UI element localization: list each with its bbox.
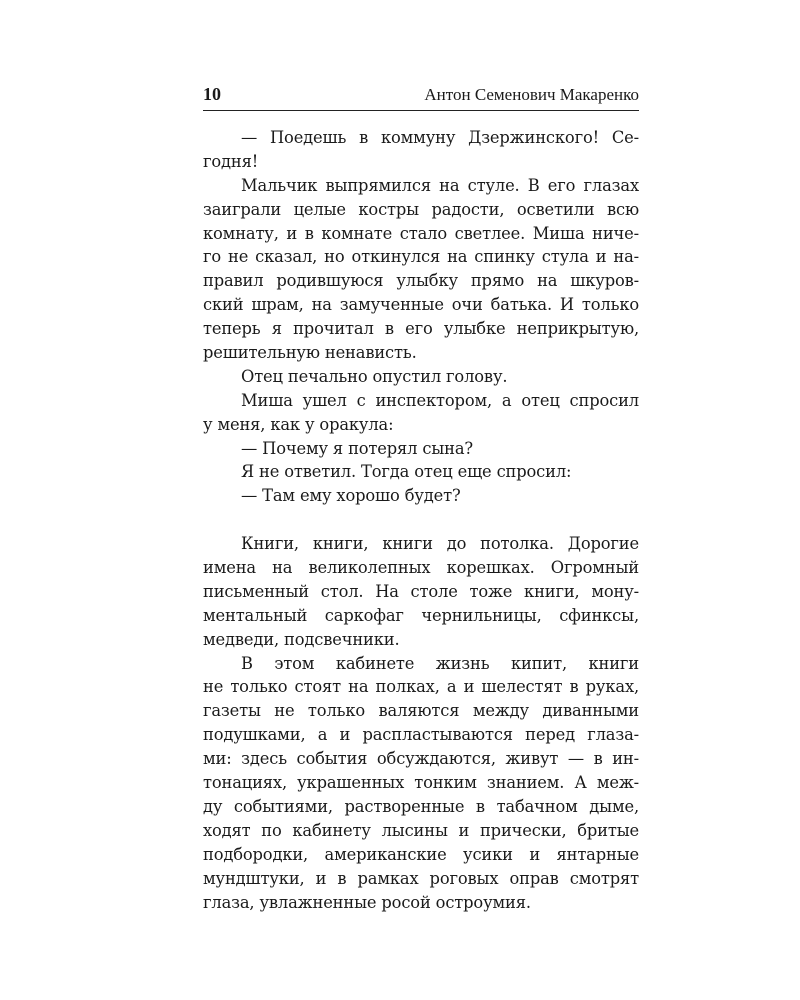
book-author: Антон Семенович Макаренко (424, 85, 639, 104)
text-line: комнату, и в комнате стало светлее. Миша ниче- (203, 223, 639, 243)
header-rule (203, 110, 639, 111)
text-line: ми: здесь события обсуждаются, живут — в ин- (203, 749, 639, 769)
text-line: Книги, книги, книги до потолка. Дорогие (241, 534, 639, 554)
text-line: Отец печально опустил голову. (241, 366, 508, 386)
text-line: Я не ответил. Тогда отец еще спросил: (241, 462, 572, 482)
section-gap (203, 508, 639, 532)
text-line: у меня, как у оракула: (203, 414, 394, 434)
body-text (203, 126, 639, 914)
text-line: подушками, а и распластываются перед глаза- (203, 725, 639, 745)
text-line: решительную ненависть. (203, 343, 417, 363)
text-line: Мальчик выпрямился на стуле. В его глазах (241, 175, 639, 195)
text-line: подбородки, американские усики и янтарные (203, 844, 639, 864)
page-number: 10 (203, 84, 221, 104)
text-line: медведи, подсвечники. (203, 629, 400, 649)
text-line: годня! (203, 151, 259, 171)
text-line: глаза, увлажненные росой остроумия. (203, 892, 531, 912)
text-line: ду событиями, растворенные в табачном дыме, (203, 796, 639, 816)
text-line: письменный стол. На столе тоже книги, мону- (203, 581, 639, 601)
running-head (203, 84, 639, 108)
text-line: заиграли целые костры радости, осветили всю (203, 199, 639, 219)
text-line: ходят по кабинету лысины и прически, бритые (203, 820, 639, 840)
text-line: — Почему я потерял сына? (241, 438, 473, 458)
text-line: ментальный саркофаг чернильницы, сфинксы, (203, 605, 639, 625)
text-line: ский шрам, на замученные очи батька. И только (203, 295, 639, 315)
text-line: Миша ушел с инспектором, а отец спросил (241, 390, 639, 410)
text-line: мундштуки, и в рамках роговых оправ смотрят (203, 868, 639, 888)
text-line: газеты не только валяются между диванными (203, 701, 639, 721)
text-line: В этом кабинете жизнь кипит, книги (241, 653, 639, 673)
text-line: го не сказал, но откинулся на спинку стула и на- (203, 247, 639, 267)
text-line: — Поедешь в коммуну Дзержинского! Се- (241, 128, 639, 147)
text-line: — Там ему хорошо будет? (241, 486, 461, 506)
text-line: не только стоят на полках, а и шелестят в руках, (203, 677, 639, 697)
text-line: теперь я прочитал в его улыбке неприкрытую, (203, 319, 639, 339)
text-line: имена на великолепных корешках. Огромный (203, 558, 639, 578)
text-line: правил родившуюся улыбку прямо на шкуров- (203, 271, 639, 291)
text-line: тонациях, украшенных тонким знанием. А меж- (203, 773, 639, 793)
